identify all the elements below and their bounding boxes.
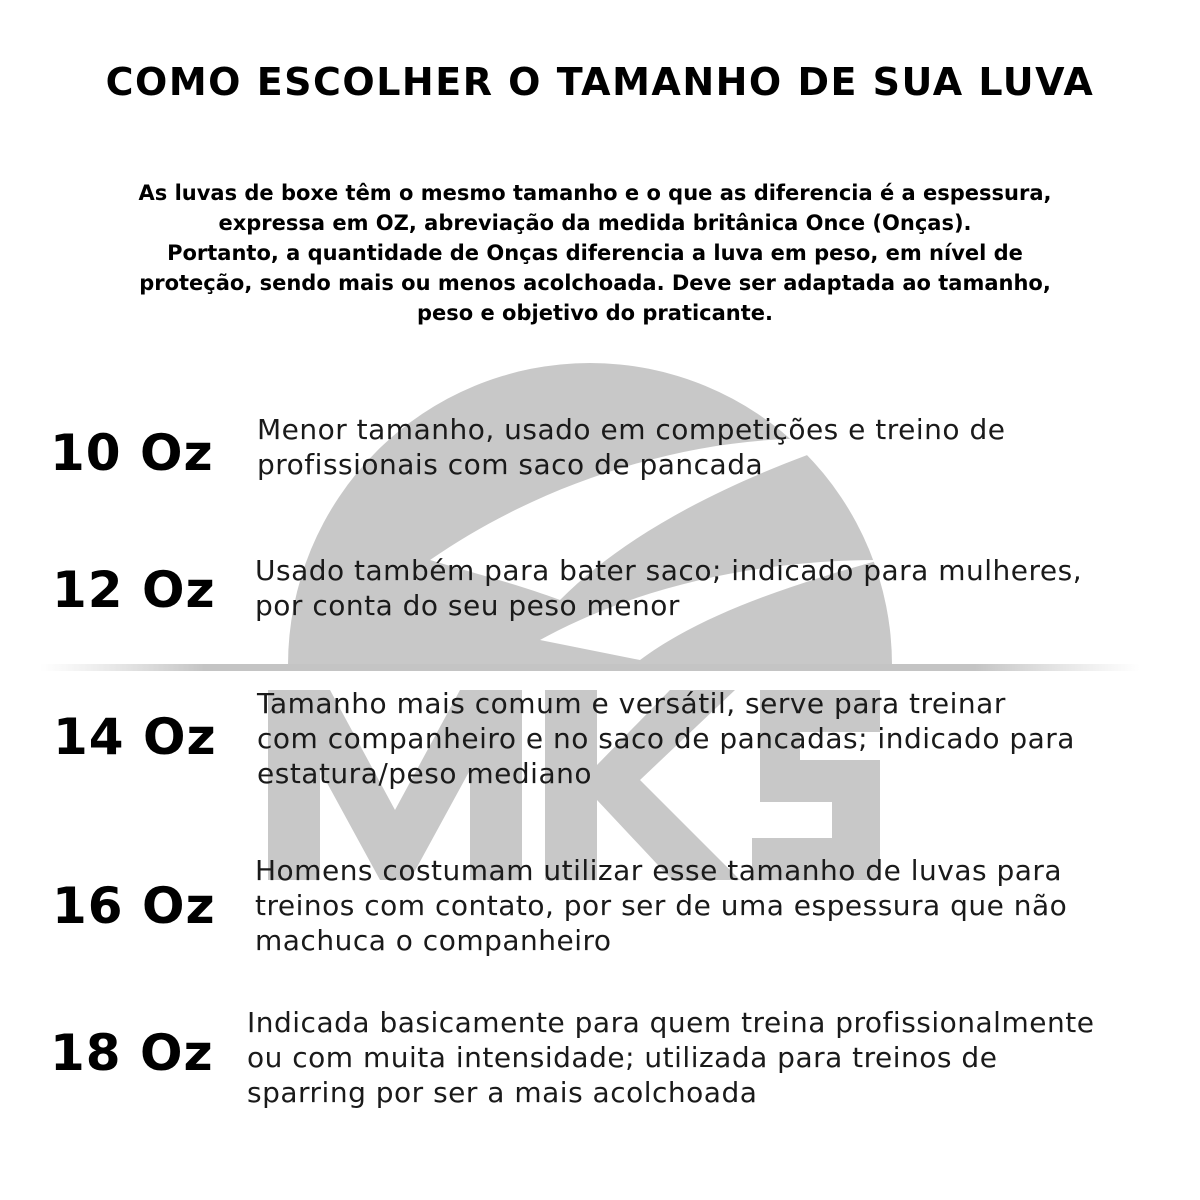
size-description-line: Usado também para bater saco; indicado para mulheres,: [255, 554, 1083, 587]
size-description-line: ou com muita intensidade; utilizada para treinos de: [247, 1041, 998, 1074]
size-description: [247, 1005, 1094, 1110]
size-label: 14 Oz: [53, 708, 217, 766]
size-label: 10 Oz: [50, 424, 214, 482]
size-description: [257, 412, 1005, 482]
size-label: 18 Oz: [50, 1024, 214, 1082]
size-description-line: estatura/peso mediano: [257, 757, 592, 790]
size-description-line: treinos com contato, por ser de uma espessura que não: [255, 889, 1068, 922]
page-title: COMO ESCOLHER O TAMANHO DE SUA LUVA: [105, 60, 1095, 104]
intro-line: As luvas de boxe têm o mesmo tamanho e o que as diferencia é a espessura,: [138, 181, 1052, 205]
size-description-line: Homens costumam utilizar esse tamanho de luvas para: [255, 854, 1063, 887]
intro-line: peso e objetivo do praticante.: [416, 301, 774, 325]
size-description: [255, 853, 1067, 958]
intro-line: Portanto, a quantidade de Onças diferencia a luva em peso, em nível de: [167, 241, 1023, 265]
intro-line: expressa em OZ, abreviação da medida britânica Once (Onças).: [218, 211, 972, 235]
size-description-line: sparring por ser a mais acolchoada: [247, 1076, 758, 1109]
size-description-line: por conta do seu peso menor: [255, 589, 680, 622]
size-label: 12 Oz: [52, 561, 216, 619]
intro-line: proteção, sendo mais ou menos acolchoada. Deve ser adaptada ao tamanho,: [139, 271, 1051, 295]
size-description-line: profissionais com saco de pancada: [257, 448, 764, 481]
size-description-line: Indicada basicamente para quem treina profissionalmente: [247, 1006, 1095, 1039]
intro-paragraph: [40, 178, 1150, 328]
size-description-line: Tamanho mais comum e versátil, serve para treinar: [257, 687, 1006, 720]
size-description: [257, 686, 1075, 791]
size-label: 16 Oz: [52, 877, 216, 935]
size-description-line: machuca o companheiro: [255, 924, 612, 957]
watermark-band: [40, 664, 1140, 671]
size-description-line: com companheiro e no saco de pancadas; indicado para: [257, 722, 1075, 755]
size-description: [255, 553, 1082, 623]
size-description-line: Menor tamanho, usado em competições e treino de: [257, 413, 1006, 446]
